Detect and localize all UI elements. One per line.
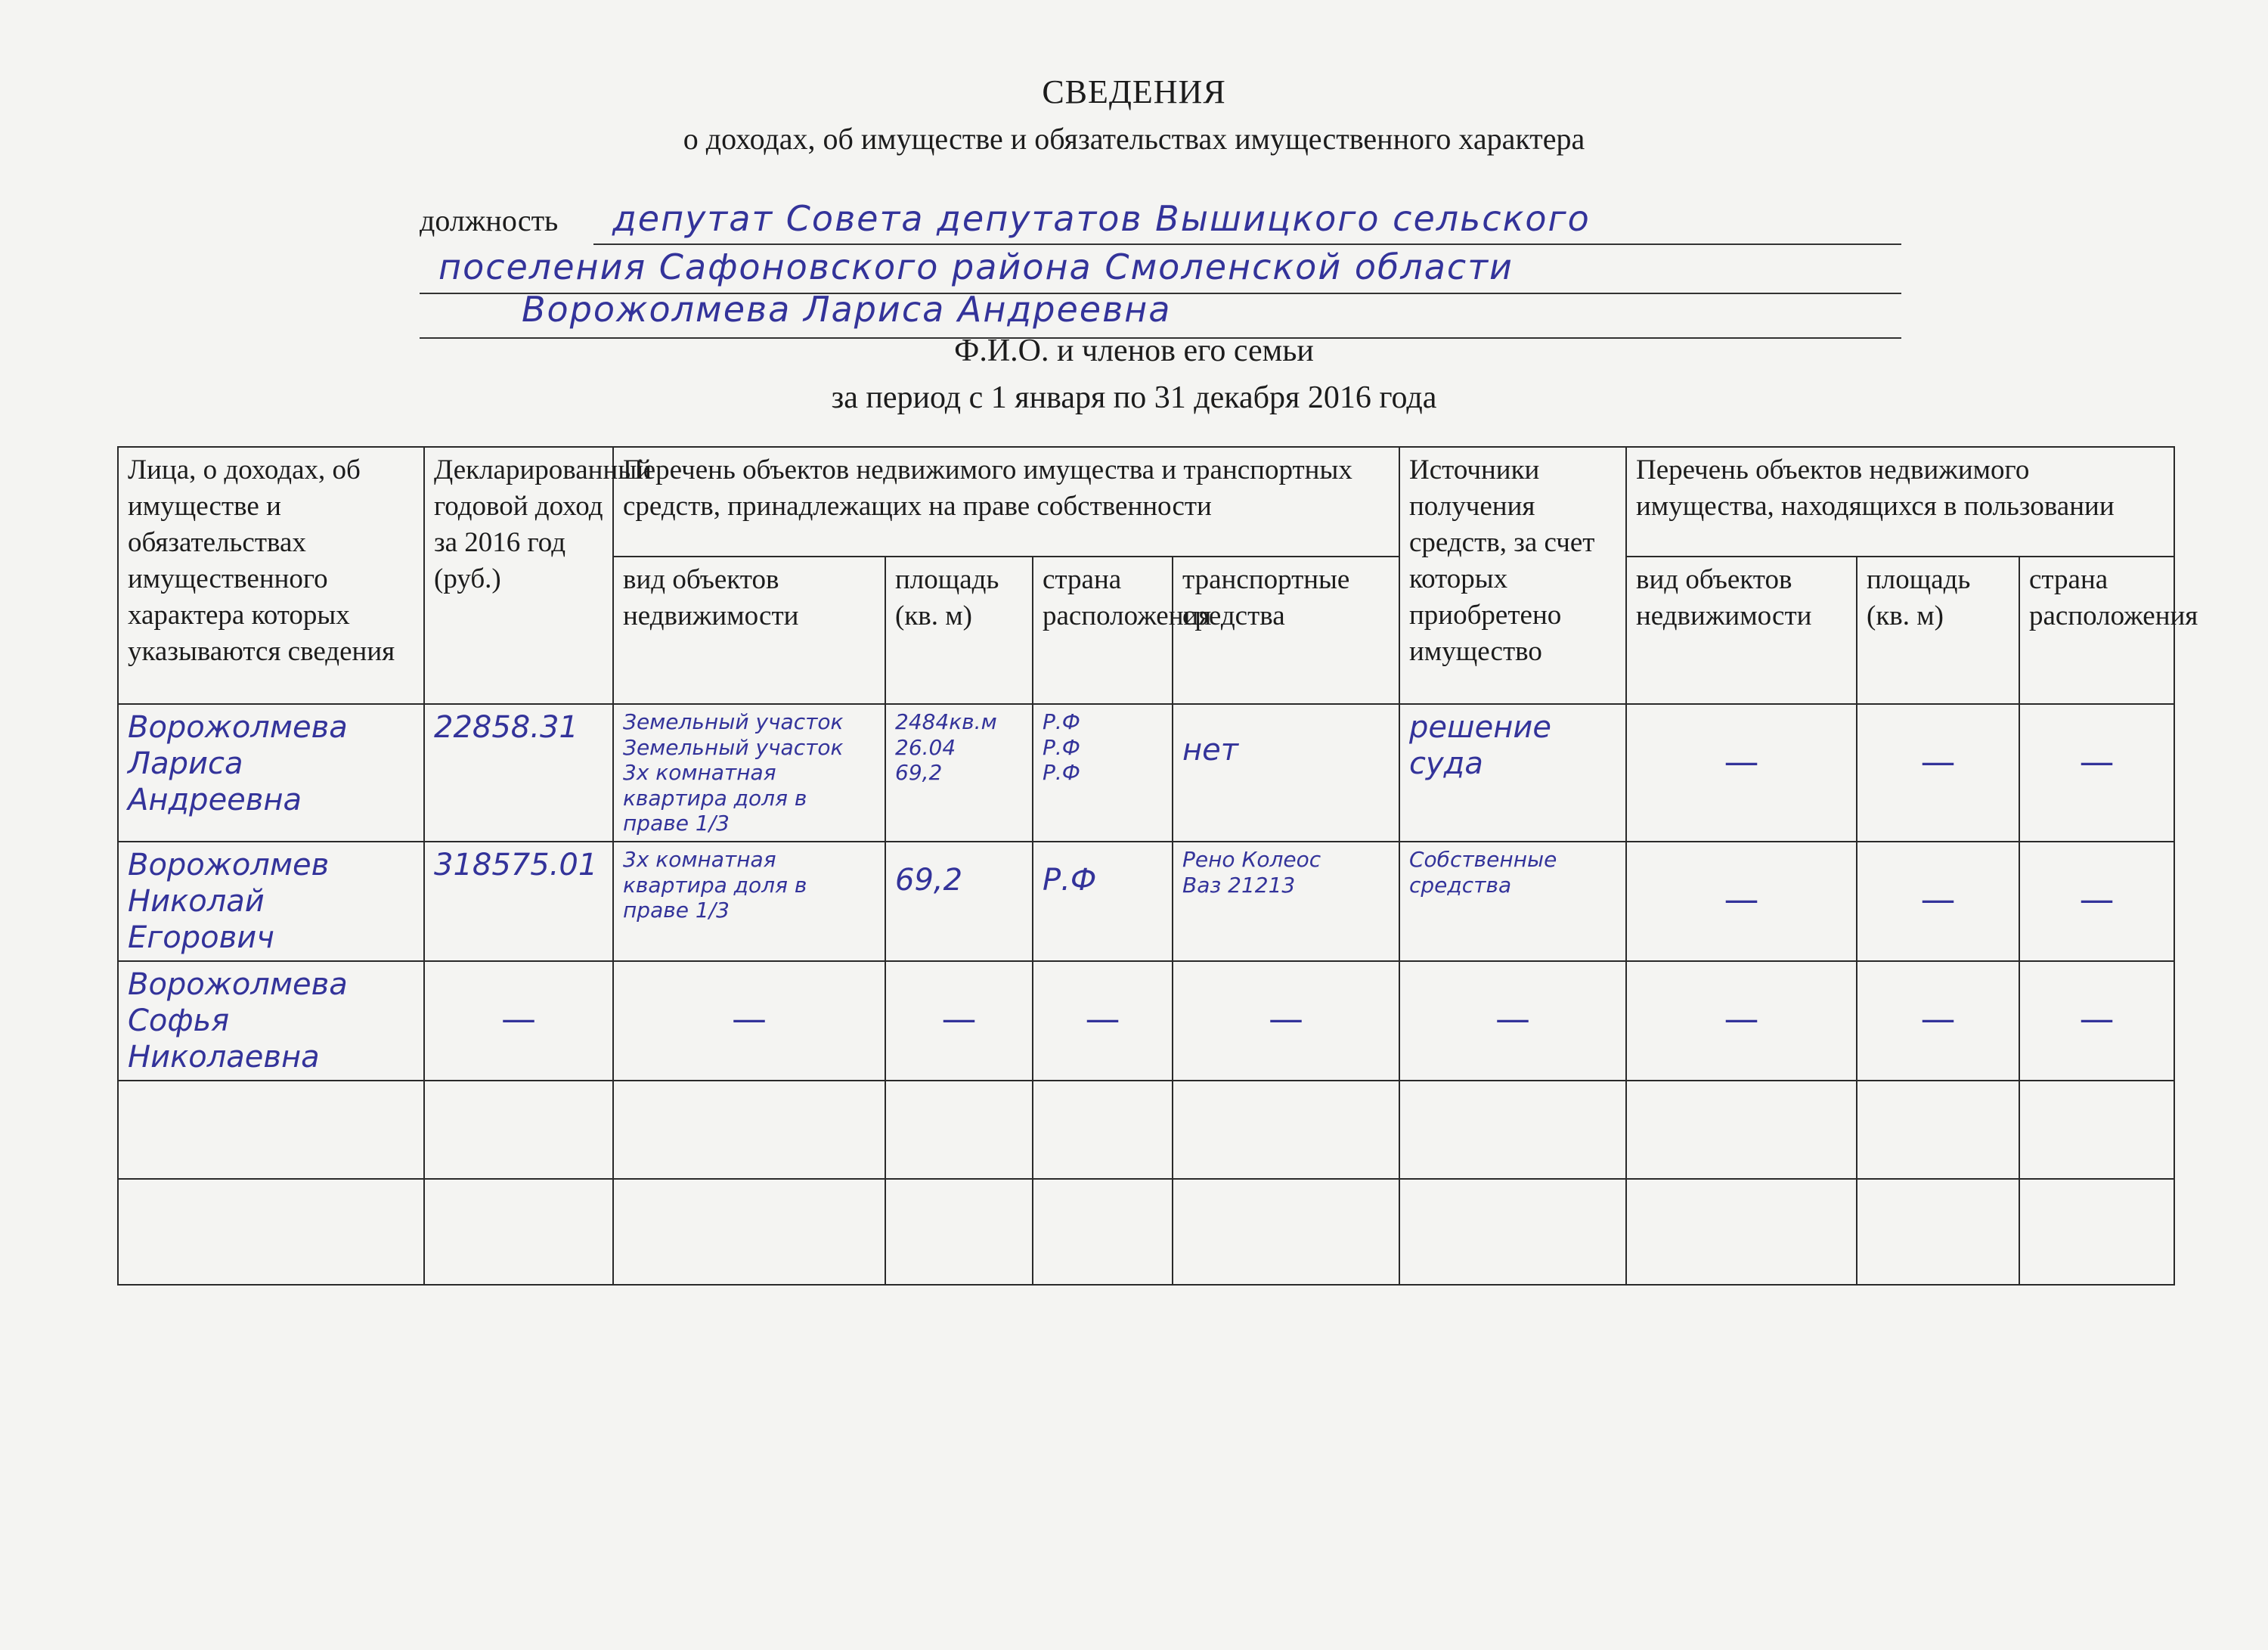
cell-person (118, 961, 424, 1081)
cell-used-type (1626, 704, 1857, 842)
fio-caption: Ф.И.О. и членов его семьи (954, 333, 1314, 368)
cell-used-country (2019, 842, 2174, 961)
cell-owned-area (885, 842, 1033, 961)
owned-type-value: — (732, 997, 767, 1039)
used-area-value: — (1920, 997, 1956, 1039)
owned-area-value: 69,2 (895, 862, 963, 898)
table-row (118, 842, 2174, 961)
income-value: 318575.01 (434, 847, 598, 882)
document-title: СВЕДЕНИЯ (1042, 73, 1226, 110)
cell-owned-area (885, 704, 1033, 842)
header-used-country: страна расположения (2019, 557, 2174, 704)
owned-area-value: — (941, 997, 977, 1039)
position-rule-1 (593, 243, 1901, 245)
used-area-value: — (1920, 741, 1956, 782)
header-owned-country: страна расположения (1033, 557, 1173, 704)
owned-area-value: 2484кв.м 26.04 69,2 (895, 709, 997, 786)
header-used-area: площадь (кв. м) (1857, 557, 2019, 704)
cell-owned-country (1033, 842, 1173, 961)
handwritten-position-line-2: поселения Сафоновского района Смоленской области (438, 247, 1514, 287)
cell-vehicles (1173, 842, 1399, 961)
declaration-table (117, 446, 2198, 1286)
owned-country-value: Р.Ф Р.Ф Р.Ф (1043, 709, 1080, 786)
cell-owned-country (1033, 704, 1173, 842)
vehicles-value: Рено Колеос Ваз 21213 (1182, 846, 1321, 898)
cell-sources (1399, 704, 1626, 842)
income-value: 22858.31 (434, 710, 578, 745)
table-row-empty (118, 1081, 2174, 1179)
cell-income (424, 704, 613, 842)
cell-used-area (1857, 842, 2019, 961)
sources-value: — (1495, 997, 1530, 1039)
table-row (118, 704, 2174, 842)
header-owned-group: Перечень объектов недвижимого имущества и транспортных средств, принадлежащих на праве собственности (613, 447, 1399, 557)
person-name: Ворожолмева Софья Николаевна (128, 966, 348, 1075)
table-header-row-1 (118, 447, 2174, 557)
person-name: Ворожолмев Николай Егорович (128, 847, 330, 955)
cell-used-type (1626, 961, 1857, 1081)
cell-vehicles (1173, 704, 1399, 842)
header-used-group: Перечень объектов недвижимого имущества, находящихся в пользовании (1626, 447, 2174, 557)
sources-value: решение суда (1409, 710, 1551, 781)
cell-used-country (2019, 704, 2174, 842)
position-label: должность (420, 203, 559, 237)
sources-value: Собственные средства (1409, 846, 1557, 898)
cell-owned-type (613, 704, 885, 842)
cell-sources (1399, 961, 1626, 1081)
cell-income (424, 961, 613, 1081)
cell-used-area (1857, 704, 2019, 842)
vehicles-value: — (1269, 997, 1303, 1039)
header-owned-type: вид объектов недвижимости (613, 557, 885, 704)
used-type-value: — (1724, 997, 1759, 1039)
document-subtitle: о доходах, об имуществе и обязательствах имущественного характера (683, 122, 1585, 156)
header-used-type: вид объектов недвижимости (1626, 557, 1857, 704)
cell-income (424, 842, 613, 961)
owned-country-value: Р.Ф (1043, 862, 1097, 898)
used-area-value: — (1920, 878, 1956, 920)
handwritten-name-line: Ворожолмева Лариса Андреевна (522, 289, 1172, 330)
handwritten-position-line-1: депутат Совета депутатов Вышицкого сельского (612, 198, 1591, 239)
cell-used-type (1626, 842, 1857, 961)
used-type-value: — (1724, 741, 1759, 782)
header-persons: Лица, о доходах, об имуществе и обязательствах имущественного характера которых указываются сведения (118, 447, 424, 704)
owned-country-value: — (1085, 997, 1120, 1039)
used-country-value: — (2079, 878, 2115, 920)
cell-owned-type (613, 961, 885, 1081)
vehicles-value: нет (1182, 733, 1239, 768)
income-value: — (501, 997, 536, 1039)
cell-person (118, 704, 424, 842)
header-owned-vehicles: транспортные средства (1173, 557, 1399, 704)
used-country-value: — (2079, 741, 2115, 782)
owned-type-value: 3х комнатная квартира доля в праве 1/3 (623, 846, 807, 923)
used-country-value: — (2079, 997, 2115, 1039)
cell-used-area (1857, 961, 2019, 1081)
cell-vehicles (1173, 961, 1399, 1081)
header-sources: Источники получения средств, за счет которых приобретено имущество (1399, 447, 1626, 704)
cell-owned-country (1033, 961, 1173, 1081)
cell-person (118, 842, 424, 961)
person-name: Ворожолмева Лариса Андреевна (128, 710, 348, 817)
cell-owned-type (613, 842, 885, 961)
table-row-empty (118, 1179, 2174, 1285)
owned-type-value: Земельный участок Земельный участок 3х комнатная квартира доля в праве 1/3 (623, 709, 844, 836)
used-type-value: — (1724, 878, 1759, 920)
cell-sources (1399, 842, 1626, 961)
header-income: Декларированный годовой доход за 2016 год (руб.) (424, 447, 613, 704)
header-owned-area: площадь (кв. м) (885, 557, 1033, 704)
period-caption: за период с 1 января по 31 декабря 2016 года (831, 380, 1437, 415)
cell-owned-area (885, 961, 1033, 1081)
cell-used-country (2019, 961, 2174, 1081)
table-row (118, 961, 2174, 1081)
